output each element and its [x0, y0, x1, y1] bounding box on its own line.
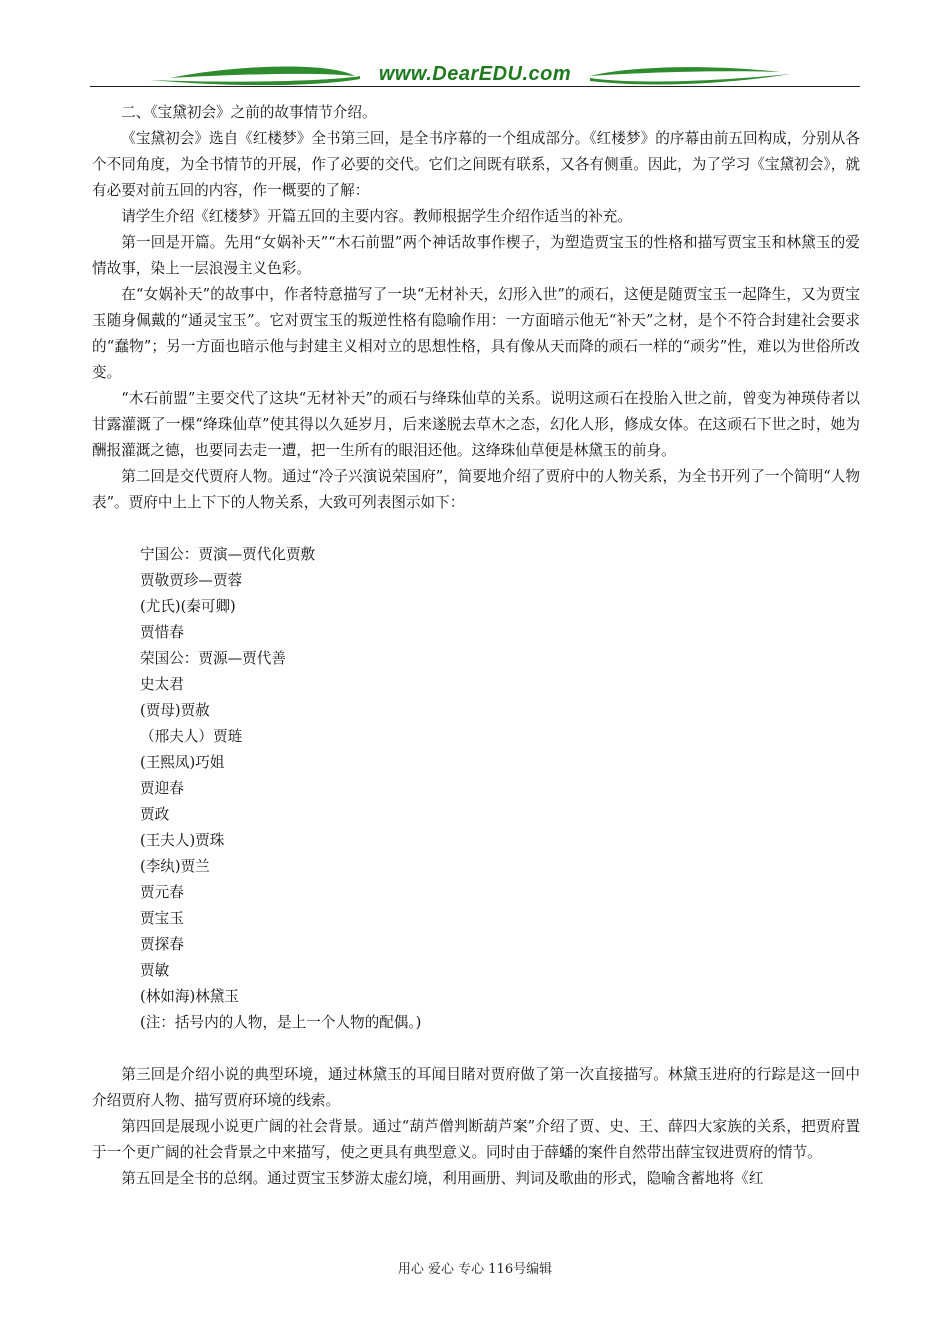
page-footer: 用心 爱心 专心 116号编辑: [397, 1262, 553, 1277]
header-divider: [90, 86, 860, 87]
family-tree-list: [92, 542, 860, 1036]
family-tree-line: (李纨)贾兰: [140, 858, 210, 875]
family-tree-line: (贾母)贾赦: [140, 702, 210, 719]
paragraph: 第一回是开篇。先用“女娲补天”“木石前盟”两个神话故事作楔子，为塑造贾宝玉的性格和描写贾宝玉和林黛玉的爱情故事，染上一层浪漫主义色彩。: [92, 234, 860, 277]
paragraph: “木石前盟”主要交代了这块“无材补天”的顽石与绛珠仙草的关系。说明这顽石在投胎入世之前，曾变为神瑛侍者以甘露灌溉了一棵“绛珠仙草”使其得以久延岁月，后来遂脱去草木之态，幻化人形，修成女体。在这顽石下世之时，她为酬报灌溉之德，也要同去走一遭，把一生所有的眼泪还他。这绛珠仙草便是林黛玉的前身。: [92, 390, 860, 459]
family-tree-line: 贾敬贾珍—贾蓉: [140, 572, 243, 589]
logo-text: www.DearEDU.com: [378, 63, 572, 85]
family-tree-line: 荣国公：贾源—贾代善: [140, 650, 286, 667]
paragraph: 在“女娲补天”的故事中，作者特意描写了一块“无材补天，幻形入世”的顽石，这便是随贾宝玉一起降生，又为贾宝玉随身佩戴的“通灵宝玉”。它对贾宝玉的叛逆性格有隐喻作用：一方面暗示他无“补天”之材，是个不符合封建社会要求的“蠢物”；另一方面也暗示他与封建主义相对立的思想性格，具有像从天而降的顽石一样的“顽劣”性，难以为世俗所改变。: [92, 286, 860, 381]
family-tree-line: 贾探春: [140, 936, 184, 953]
family-tree-line: (王夫人)贾珠: [140, 832, 225, 849]
paragraph: 第三回是介绍小说的典型环境，通过林黛玉的耳闻目睹对贾府做了第一次直接描写。林黛玉进府的行踪是这一回中介绍贾府人物、描写贾府环境的线索。: [92, 1066, 860, 1109]
paragraph: 第二回是交代贾府人物。通过“冷子兴演说荣国府”，简要地介绍了贾府中的人物关系，为全书开列了一个简明“人物表”。贾府中上上下下的人物关系，大致可列表图示如下：: [92, 468, 860, 511]
paragraph: 请学生介绍《红楼梦》开篇五回的主要内容。教师根据学生介绍作适当的补充。: [121, 208, 632, 225]
family-tree-line: 贾迎春: [140, 780, 184, 797]
family-tree-line: （邢夫人）贾琏: [140, 728, 243, 745]
family-tree-line: (尤氏)(秦可卿): [140, 598, 236, 615]
paragraph: 《宝黛初会》选自《红楼梦》全书第三回，是全书序幕的一个组成部分。《红楼梦》的序幕由前五回构成，分别从各个不同角度，为全书情节的开展，作了必要的交代。它们之间既有联系，又各有侧重。因此，为了学习《宝黛初会》，就有必要对前五回的内容，作一概要的了解：: [92, 130, 860, 199]
family-tree-line: 贾敏: [140, 962, 170, 979]
family-tree-line: (林如海)林黛玉: [140, 988, 239, 1005]
family-tree-line: 贾政: [140, 806, 170, 823]
paragraph: 第五回是全书的总纲。通过贾宝玉梦游太虚幻境，利用画册、判词及歌曲的形式，隐喻含蓄地将《红: [121, 1170, 764, 1187]
family-tree-line: (王熙凤)巧姐: [140, 754, 225, 771]
paragraph: 第四回是展现小说更广阔的社会背景。通过“葫芦僧判断葫芦案”介绍了贾、史、王、薛四大家族的关系，把贾府置于一个更广阔的社会背景之中来描写，使之更具有典型意义。同时由于薛蟠的案件自然带出薛宝钗进贾府的情节。: [92, 1118, 860, 1161]
family-tree-line: 贾宝玉: [140, 910, 184, 927]
document-body: [92, 100, 860, 1192]
family-tree-note: (注：括号内的人物，是上一个人物的配偶。): [140, 1014, 422, 1031]
family-tree-line: 贾惜春: [140, 624, 184, 641]
family-tree-line: 史太君: [140, 676, 184, 693]
section-heading: 二、《宝黛初会》之前的故事情节介绍。: [121, 104, 377, 121]
family-tree-line: 贾元春: [140, 884, 184, 901]
family-tree-line: 宁国公：贾演—贾代化贾敷: [140, 546, 316, 563]
